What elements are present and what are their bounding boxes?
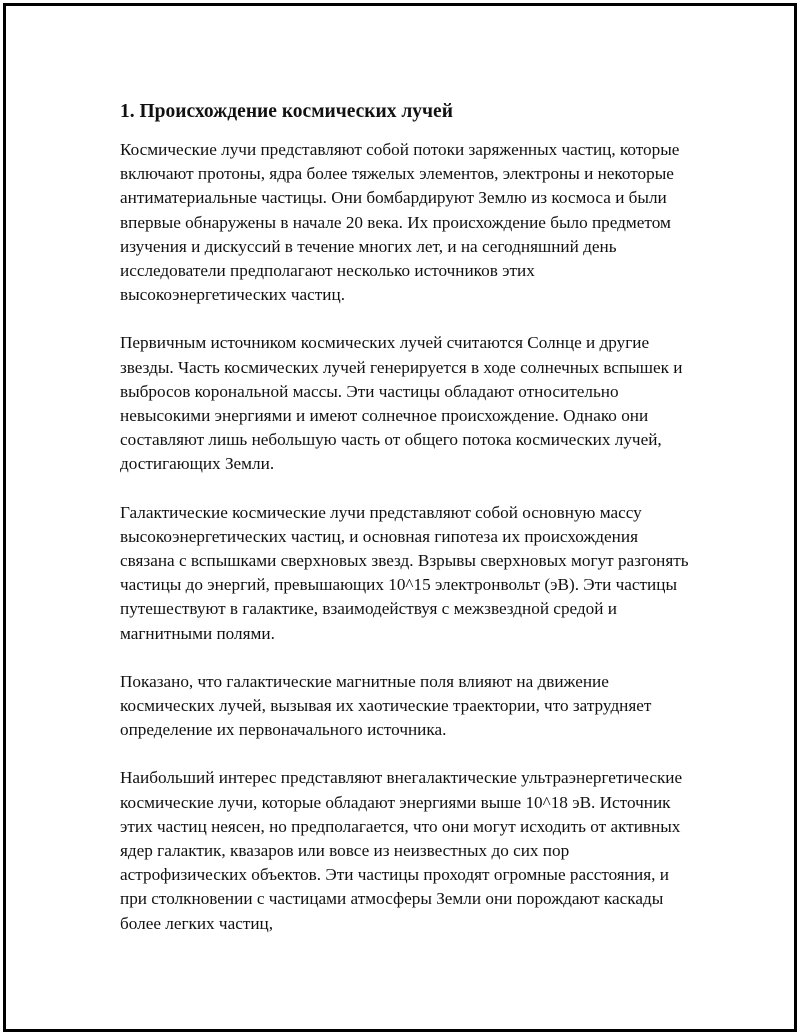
paragraph-1: Космические лучи представляют собой потоки заряженных частиц, которые включают протоны, ядра более тяжелых элементов, электроны и некоторые антиматериальные частицы. Они бомбардируют Землю из космоса и были впервые обнаружены в начале 20 века. Их происхождение было предметом изучения и дискуссий в течение многих лет, и на сегодняшний день исследователи предполагают несколько источников этих высокоэнергетических частиц.	[120, 140, 680, 305]
section-title: 1. Происхождение космических лучей	[120, 101, 453, 122]
paragraph-3: Галактические космические лучи представляют собой основную массу высокоэнергетических частиц, и основная гипотеза их происхождения связана с вспышками сверхновых звезд. Взрывы сверхновых могут разгонять частицы до энергий, превышающих 10^15 электронвольт (эВ). Эти частицы путешествуют в галактике, взаимодействуя с межзвездной средой и магнитными полями.	[120, 502, 689, 643]
paragraph-2: Первичным источником космических лучей считаются Солнце и другие звезды. Часть космических лучей генерируется в ходе солнечных вспышек и выбросов корональной массы. Эти частицы обладают относительно невысокими энергиями и имеют солнечное происхождение. Однако они составляют лишь небольшую часть от общего потока космических лучей, достигающих Земли.	[120, 333, 683, 474]
paragraph-4: Показано, что галактические магнитные поля влияют на движение космических лучей, вызывая их хаотические траектории, что затрудняет определение их первоначального источника.	[120, 671, 652, 740]
document-body	[120, 98, 690, 936]
paragraph-5: Наибольший интерес представляют внегалактические ультраэнергетические космические лучи, которые обладают энергиями выше 10^18 эВ. Источник этих частиц неясен, но предполагается, что они могут исходить от активных ядер галактик, квазаров или вовсе из неизвестных до сих пор астрофизических объектов. Эти частицы проходят огромные расстояния, и при столкновении с частицами атмосферы Земли они порождают каскады более легких частиц,	[120, 768, 683, 933]
page-frame	[3, 3, 797, 1032]
